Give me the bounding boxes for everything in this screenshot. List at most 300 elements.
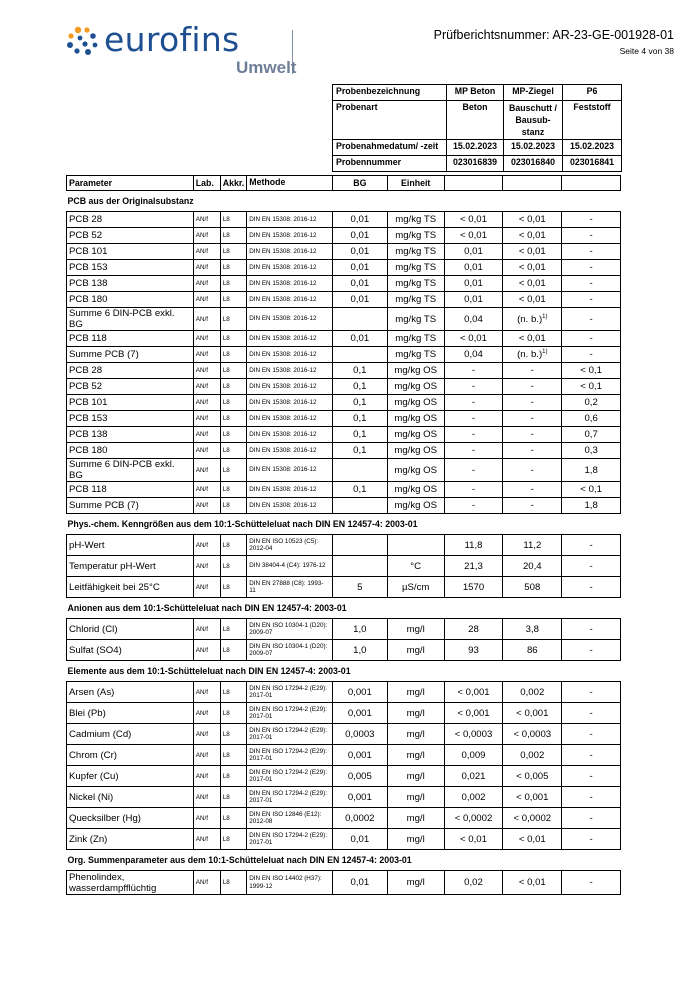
cell-sample-1 [444, 411, 503, 427]
cell-lab [193, 703, 220, 724]
cell-method [247, 829, 333, 850]
cell-method [247, 482, 333, 498]
cell-bg-text: 0,005 [347, 770, 372, 782]
table-row [67, 871, 621, 895]
col-parameter: Parameter [67, 176, 194, 191]
cell-sample-1 [444, 808, 503, 829]
cell-parameter-text: PCB 153 [69, 413, 108, 424]
cell-sample-2 [503, 411, 562, 427]
col-unit: Einheit [387, 176, 444, 191]
cell-akkr-text: L8 [222, 351, 230, 358]
cell-akkr [220, 682, 247, 703]
cell-unit-text: mg/kg OS [394, 365, 437, 376]
cell-sample-1-text: - [471, 397, 476, 408]
cell-parameter-text: PCB 101 [69, 397, 108, 408]
cell-unit [387, 411, 444, 427]
cell-sample-3 [562, 395, 621, 411]
cell-akkr-text: L8 [222, 688, 230, 696]
cell-lab-text: AN/f [195, 399, 208, 406]
cell-lab-text: AN/f [195, 625, 208, 633]
cell-method-text: DIN EN 15308: 2016-12 [249, 263, 317, 271]
cell-sample-2 [503, 703, 562, 724]
cell-method [247, 212, 333, 228]
cell-akkr [220, 640, 247, 661]
cell-sample-2 [503, 482, 562, 498]
cell-sample-1 [444, 535, 503, 556]
sample-info-table [332, 84, 622, 172]
cell-sample-1 [444, 640, 503, 661]
cell-unit [387, 363, 444, 379]
cell-unit-text: mg/l [406, 770, 425, 782]
table-row [67, 577, 621, 598]
cell-akkr-text: L8 [222, 399, 230, 406]
col-sample-1 [444, 176, 503, 191]
cell-method-text: DIN EN 15308: 2016-12 [249, 350, 317, 358]
table-row [67, 498, 621, 514]
cell-parameter-text: pH-Wert [69, 539, 105, 551]
cell-bg-text: 0,01 [350, 278, 370, 289]
cell-akkr-text: L8 [222, 646, 230, 654]
cell-lab [193, 459, 220, 482]
cell-akkr-text: L8 [222, 466, 230, 474]
table-row [67, 228, 621, 244]
cell-parameter [67, 395, 194, 411]
cell-sample-1 [444, 212, 503, 228]
cell-sample-3-text: < 0,1 [580, 484, 602, 495]
cell-parameter-text: Sulfat (SO4) [69, 644, 122, 656]
cell-sample-3-text: 1,8 [584, 500, 598, 511]
cell-unit-text: mg/kg TS [395, 246, 437, 257]
cell-method-text: DIN EN 15308: 2016-12 [249, 446, 317, 454]
cell-method [247, 535, 333, 556]
cell-sample-1-text: 0,04 [464, 313, 483, 325]
table-row [67, 808, 621, 829]
table-row [67, 363, 621, 379]
cell-lab-text: AN/f [195, 879, 208, 886]
cell-bg [332, 535, 387, 556]
cell-akkr-text: L8 [222, 232, 230, 239]
cell-akkr-text: L8 [222, 264, 230, 271]
table-row [67, 482, 621, 498]
results-table [66, 175, 621, 895]
cell-sample-2 [503, 212, 562, 228]
cell-bg-text: 0,001 [347, 749, 372, 761]
cell-sample-2-text: (n. b.) [517, 349, 543, 360]
cell-method [247, 395, 333, 411]
cell-akkr [220, 443, 247, 459]
cell-method [247, 228, 333, 244]
cell-sample-1-text: - [471, 429, 476, 440]
cell-sample-2 [503, 260, 562, 276]
cell-sample-2 [503, 498, 562, 514]
cell-sample-1-text: 0,009 [461, 749, 486, 761]
cell-lab [193, 244, 220, 260]
cell-unit [387, 347, 444, 363]
cell-bg [332, 482, 387, 498]
cell-parameter [67, 808, 194, 829]
cell-akkr [220, 395, 247, 411]
cell-sample-1-text: < 0,0002 [454, 812, 493, 824]
cell-bg-text: 0,01 [350, 294, 370, 305]
cell-sample-2 [503, 427, 562, 443]
cell-unit [387, 482, 444, 498]
cell-sample-3-text: - [589, 707, 593, 719]
cell-bg [332, 443, 387, 459]
cell-method-text: DIN EN ISO 17294-2 (E29): 2017-01 [249, 726, 327, 741]
cell-sample-1-text: - [471, 413, 476, 424]
cell-sample-2 [503, 745, 562, 766]
table-row [67, 682, 621, 703]
cell-akkr-text: L8 [222, 367, 230, 374]
cell-akkr [220, 577, 247, 598]
cell-lab [193, 682, 220, 703]
cell-sample-1 [444, 724, 503, 745]
cell-akkr [220, 379, 247, 395]
table-row [67, 244, 621, 260]
cell-bg-text: 0,1 [353, 365, 367, 376]
cell-method [247, 411, 333, 427]
sample-info-value: MP-Ziegel [504, 85, 563, 101]
cell-sample-2-text: 11,2 [523, 539, 542, 551]
cell-unit [387, 244, 444, 260]
cell-sample-1 [444, 619, 503, 640]
cell-sample-2 [503, 363, 562, 379]
cell-parameter-text: PCB 118 [69, 333, 107, 344]
cell-method [247, 459, 333, 482]
cell-unit-text: mg/kg TS [395, 262, 437, 273]
cell-sample-3-text: - [589, 230, 593, 241]
cell-sample-3 [562, 292, 621, 308]
cell-sample-3 [562, 829, 621, 850]
cell-sample-2 [503, 347, 562, 363]
cell-unit [387, 535, 444, 556]
cell-unit [387, 331, 444, 347]
cell-unit-text: mg/kg OS [394, 445, 437, 456]
cell-bg [332, 808, 387, 829]
cell-akkr [220, 787, 247, 808]
cell-bg-text: 0,1 [353, 445, 367, 456]
cell-sample-1-text: < 0,01 [460, 333, 487, 344]
cell-lab-text: AN/f [195, 486, 208, 493]
cell-unit-text: mg/kg TS [395, 278, 437, 289]
cell-unit [387, 308, 444, 331]
cell-sample-2 [503, 379, 562, 395]
cell-akkr-text: L8 [222, 709, 230, 717]
cell-sample-1 [444, 308, 503, 331]
cell-sample-3-text: - [589, 728, 593, 740]
cell-bg [332, 766, 387, 787]
cell-bg [332, 498, 387, 514]
cell-sample-1 [444, 787, 503, 808]
cell-sample-2 [503, 640, 562, 661]
cell-sample-1-text: 0,021 [461, 770, 486, 782]
cell-sample-3 [562, 244, 621, 260]
cell-lab-text: AN/f [195, 296, 208, 303]
cell-parameter [67, 703, 194, 724]
cell-sample-3-text: - [589, 560, 593, 572]
cell-parameter-text: Kupfer (Cu) [69, 770, 119, 782]
cell-parameter-text: Nickel (Ni) [69, 791, 114, 803]
cell-bg-text: 1,0 [353, 623, 367, 635]
section-heading-row [67, 850, 621, 871]
sample-info-value: 15.02.2023 [563, 140, 622, 156]
cell-lab [193, 379, 220, 395]
cell-parameter-text: Chlorid (Cl) [69, 623, 118, 635]
cell-lab [193, 871, 220, 895]
cell-bg [332, 292, 387, 308]
cell-akkr [220, 411, 247, 427]
cell-sample-2-text: - [530, 429, 534, 440]
cell-sample-2 [503, 395, 562, 411]
cell-bg [332, 228, 387, 244]
cell-akkr [220, 766, 247, 787]
cell-unit [387, 766, 444, 787]
footnote-marker: 1) [542, 349, 548, 355]
cell-akkr-text: L8 [222, 383, 230, 390]
cell-akkr-text: L8 [222, 730, 230, 738]
cell-unit-text: mg/kg OS [394, 397, 437, 408]
cell-method-text: DIN EN 27888 (C8): 1993-11 [249, 579, 324, 594]
cell-unit [387, 619, 444, 640]
cell-akkr [220, 260, 247, 276]
cell-parameter-text: Summe PCB (7) [69, 349, 139, 360]
cell-method [247, 276, 333, 292]
table-row [67, 379, 621, 395]
cell-parameter [67, 871, 194, 895]
cell-lab [193, 212, 220, 228]
cell-lab-text: AN/f [195, 583, 208, 591]
cell-sample-2 [503, 228, 562, 244]
sample-info-value: 023016840 [504, 156, 563, 172]
cell-sample-2 [503, 787, 562, 808]
cell-sample-2 [503, 276, 562, 292]
cell-sample-3-text: - [589, 749, 593, 761]
cell-sample-2-text: < 0,01 [518, 877, 546, 888]
cell-method [247, 498, 333, 514]
cell-lab [193, 292, 220, 308]
cell-unit-text: °C [410, 560, 422, 572]
footnote-marker: 1) [542, 313, 548, 320]
cell-parameter [67, 535, 194, 556]
cell-parameter-text: PCB 101 [69, 246, 108, 257]
cell-unit-text: mg/kg TS [395, 230, 437, 241]
cell-parameter-text: Arsen (As) [69, 686, 115, 698]
cell-unit [387, 379, 444, 395]
cell-sample-1 [444, 482, 503, 498]
cell-lab [193, 347, 220, 363]
cell-bg [332, 244, 387, 260]
cell-method [247, 745, 333, 766]
cell-parameter-text: PCB 180 [69, 294, 108, 305]
cell-unit-text: mg/kg OS [394, 413, 437, 424]
cell-lab-text: AN/f [195, 502, 208, 509]
table-row [67, 331, 621, 347]
cell-method-text: DIN EN ISO 17294-2 (E29): 2017-01 [249, 789, 327, 804]
cell-parameter-text: Temperatur pH-Wert [69, 560, 156, 572]
cell-unit-text: mg/kg TS [395, 214, 437, 225]
sample-info-row [333, 156, 622, 172]
cell-lab [193, 766, 220, 787]
cell-akkr-text: L8 [222, 216, 230, 223]
table-row [67, 640, 621, 661]
cell-akkr [220, 724, 247, 745]
cell-bg [332, 787, 387, 808]
sample-info-row [333, 140, 622, 156]
cell-unit-text: mg/kg OS [394, 500, 437, 511]
cell-parameter [67, 212, 194, 228]
cell-parameter-text: Summe 6 DIN-PCB exkl. BG [69, 459, 175, 481]
cell-parameter [67, 498, 194, 514]
cell-akkr-text: L8 [222, 248, 230, 255]
cell-parameter [67, 379, 194, 395]
cell-lab [193, 535, 220, 556]
cell-sample-2-text: - [530, 500, 534, 511]
cell-lab-text: AN/f [195, 751, 208, 759]
cell-bg [332, 308, 387, 331]
sample-info-label: Probennummer [333, 156, 447, 172]
cell-sample-2-text: < 0,01 [518, 278, 546, 289]
cell-parameter [67, 459, 194, 482]
cell-sample-2-text: < 0,01 [518, 833, 546, 845]
cell-sample-3 [562, 363, 621, 379]
cell-sample-2 [503, 244, 562, 260]
cell-method-text: DIN EN ISO 17294-2 (E29): 2017-01 [249, 768, 327, 783]
cell-parameter-text: Leitfähigkeit bei 25°C [69, 581, 160, 593]
cell-unit [387, 498, 444, 514]
cell-sample-3-text: - [589, 877, 593, 888]
cell-unit [387, 443, 444, 459]
cell-akkr-text: L8 [222, 296, 230, 303]
cell-akkr [220, 745, 247, 766]
cell-method-text: DIN EN ISO 17294-2 (E29): 2017-01 [249, 705, 327, 720]
cell-sample-1 [444, 331, 503, 347]
sample-info-label: Probenart [333, 101, 447, 140]
cell-lab-text: AN/f [195, 688, 208, 696]
cell-parameter-text: PCB 180 [69, 445, 108, 456]
sample-info-row [333, 85, 622, 101]
cell-akkr-text: L8 [222, 280, 230, 287]
cell-sample-2-text: 0,002 [520, 749, 545, 761]
table-row [67, 411, 621, 427]
cell-unit [387, 228, 444, 244]
cell-sample-1-text: < 0,01 [460, 214, 487, 225]
cell-method-text: DIN EN 15308: 2016-12 [249, 501, 317, 509]
cell-parameter [67, 577, 194, 598]
cell-method [247, 308, 333, 331]
cell-parameter-text: Summe PCB (7) [69, 500, 139, 511]
cell-unit [387, 724, 444, 745]
cell-sample-2-text: < 0,005 [516, 770, 549, 782]
cell-sample-2 [503, 331, 562, 347]
division-label: Umwelt [236, 58, 297, 77]
cell-lab [193, 308, 220, 331]
cell-sample-1-text: - [471, 464, 476, 476]
cell-lab-text: AN/f [195, 315, 208, 323]
cell-bg-text: 0,001 [347, 791, 372, 803]
cell-method-text: DIN EN 15308: 2016-12 [249, 231, 317, 239]
cell-unit [387, 787, 444, 808]
cell-akkr [220, 808, 247, 829]
cell-sample-3 [562, 498, 621, 514]
cell-method-text: DIN EN 15308: 2016-12 [249, 466, 317, 474]
cell-unit-text: mg/kg TS [395, 313, 437, 325]
cell-sample-1-text: 21,3 [464, 560, 483, 572]
cell-method-text: DIN EN 15308: 2016-12 [249, 295, 317, 303]
cell-sample-2-text: < 0,01 [518, 262, 546, 273]
table-row [67, 395, 621, 411]
cell-akkr-text: L8 [222, 335, 230, 342]
table-row [67, 535, 621, 556]
cell-bg-text: 0,01 [350, 833, 370, 845]
cell-akkr-text: L8 [222, 751, 230, 759]
cell-sample-3-text: 0,6 [584, 413, 598, 424]
cell-bg-text: 0,1 [353, 397, 367, 408]
cell-bg-text: 0,1 [353, 484, 367, 495]
cell-akkr [220, 619, 247, 640]
cell-sample-2-text: - [530, 413, 534, 424]
cell-unit [387, 292, 444, 308]
cell-bg [332, 577, 387, 598]
cell-sample-1-text: 0,002 [461, 791, 486, 803]
cell-parameter [67, 347, 194, 363]
cell-akkr-text: L8 [222, 772, 230, 780]
cell-lab-text: AN/f [195, 562, 208, 570]
cell-method [247, 703, 333, 724]
cell-lab [193, 395, 220, 411]
sample-info-value: MP Beton [447, 85, 504, 101]
cell-sample-3-text: - [589, 539, 593, 551]
report-number: Prüfberichtsnummer: AR-23-GE-001928-01 [433, 28, 674, 42]
cell-sample-3-text: - [589, 644, 593, 656]
cell-sample-3 [562, 703, 621, 724]
cell-bg-text: 1,0 [353, 644, 367, 656]
cell-lab [193, 640, 220, 661]
cell-sample-1 [444, 395, 503, 411]
cell-lab-text: AN/f [195, 216, 208, 223]
col-sample-2 [503, 176, 562, 191]
cell-bg [332, 427, 387, 443]
cell-unit-text: mg/kg TS [395, 333, 437, 344]
cell-bg [332, 347, 387, 363]
cell-unit-text: mg/l [406, 833, 425, 845]
cell-bg-text: 0,01 [350, 333, 370, 344]
table-row [67, 308, 621, 331]
cell-lab [193, 619, 220, 640]
col-lab: Lab. [193, 176, 220, 191]
cell-sample-2 [503, 443, 562, 459]
cell-lab [193, 556, 220, 577]
table-row [67, 724, 621, 745]
cell-unit [387, 871, 444, 895]
cell-parameter-text: Phenolindex, wasserdampfflüchtig [69, 871, 157, 894]
cell-parameter-text: Quecksilber (Hg) [69, 812, 141, 824]
cell-sample-1 [444, 292, 503, 308]
cell-akkr-text: L8 [222, 415, 230, 422]
table-row [67, 787, 621, 808]
cell-bg-text: 0,01 [350, 230, 370, 241]
cell-bg [332, 829, 387, 850]
cell-sample-1 [444, 260, 503, 276]
cell-sample-3-text: 1,8 [584, 464, 598, 476]
cell-sample-2-text: < 0,01 [518, 230, 546, 241]
cell-method [247, 379, 333, 395]
table-row [67, 443, 621, 459]
cell-akkr-text: L8 [222, 541, 230, 549]
cell-sample-1 [444, 379, 503, 395]
cell-bg-text: 0,0003 [345, 728, 375, 740]
sample-info-value: 023016841 [563, 156, 622, 172]
cell-unit [387, 427, 444, 443]
